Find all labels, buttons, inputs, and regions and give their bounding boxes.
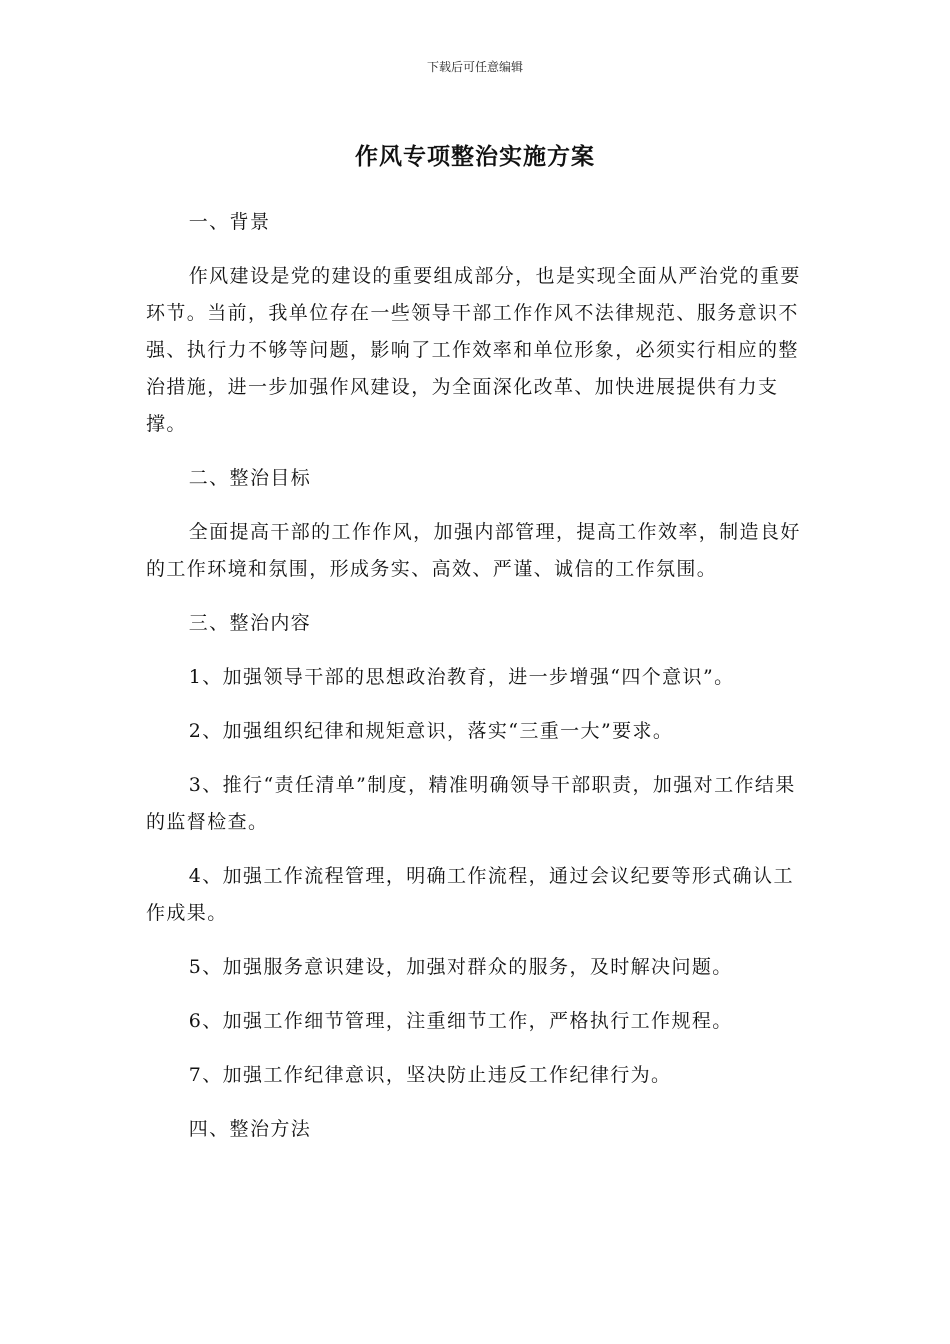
header-note: 下载后可任意编辑 — [426, 60, 523, 74]
document-body — [146, 204, 811, 1165]
document-title: 作风专项整治实施方案 — [355, 144, 595, 170]
content-item-2: 2、加强组织纪律和规矩意识，落实“三重一大”要求。 — [188, 720, 674, 742]
content-item-1: 1、加强领导干部的思想政治教育，进一步增强“四个意识”。 — [188, 666, 735, 688]
content-item-7: 7、加强工作纪律意识，坚决防止违反工作纪律行为。 — [188, 1064, 672, 1086]
section-heading-background: 一、背景 — [188, 211, 271, 233]
content-item-3: 3、推行“责任清单”制度，精准明确领导干部职责，加强对工作结果的监督检查。 — [146, 774, 796, 833]
goals-paragraph: 全面提高干部的工作作风，加强内部管理，提高工作效率，制造良好的工作环境和氛围，形成务实、高效、严谨、诚信的工作氛围。 — [146, 521, 801, 580]
content-item-6: 6、加强工作细节管理，注重细节工作，严格执行工作规程。 — [188, 1010, 733, 1032]
section-heading-methods: 四、整治方法 — [188, 1118, 312, 1140]
content-item-4: 4、加强工作流程管理，明确工作流程，通过会议纪要等形式确认工作成果。 — [146, 865, 794, 924]
background-paragraph: 作风建设是党的建设的重要组成部分，也是实现全面从严治党的重要环节。当前，我单位存在一些领导干部工作作风不法律规范、服务意识不强、执行力不够等问题，影响了工作效率和单位形象，必须实行相应的整治措施，进一步加强作风建设，为全面深化改革、加快进展提供有力支撑。 — [146, 265, 801, 435]
section-heading-goals: 二、整治目标 — [188, 467, 312, 489]
section-heading-content: 三、整治内容 — [188, 612, 312, 634]
content-item-5: 5、加强服务意识建设，加强对群众的服务，及时解决问题。 — [188, 956, 733, 978]
